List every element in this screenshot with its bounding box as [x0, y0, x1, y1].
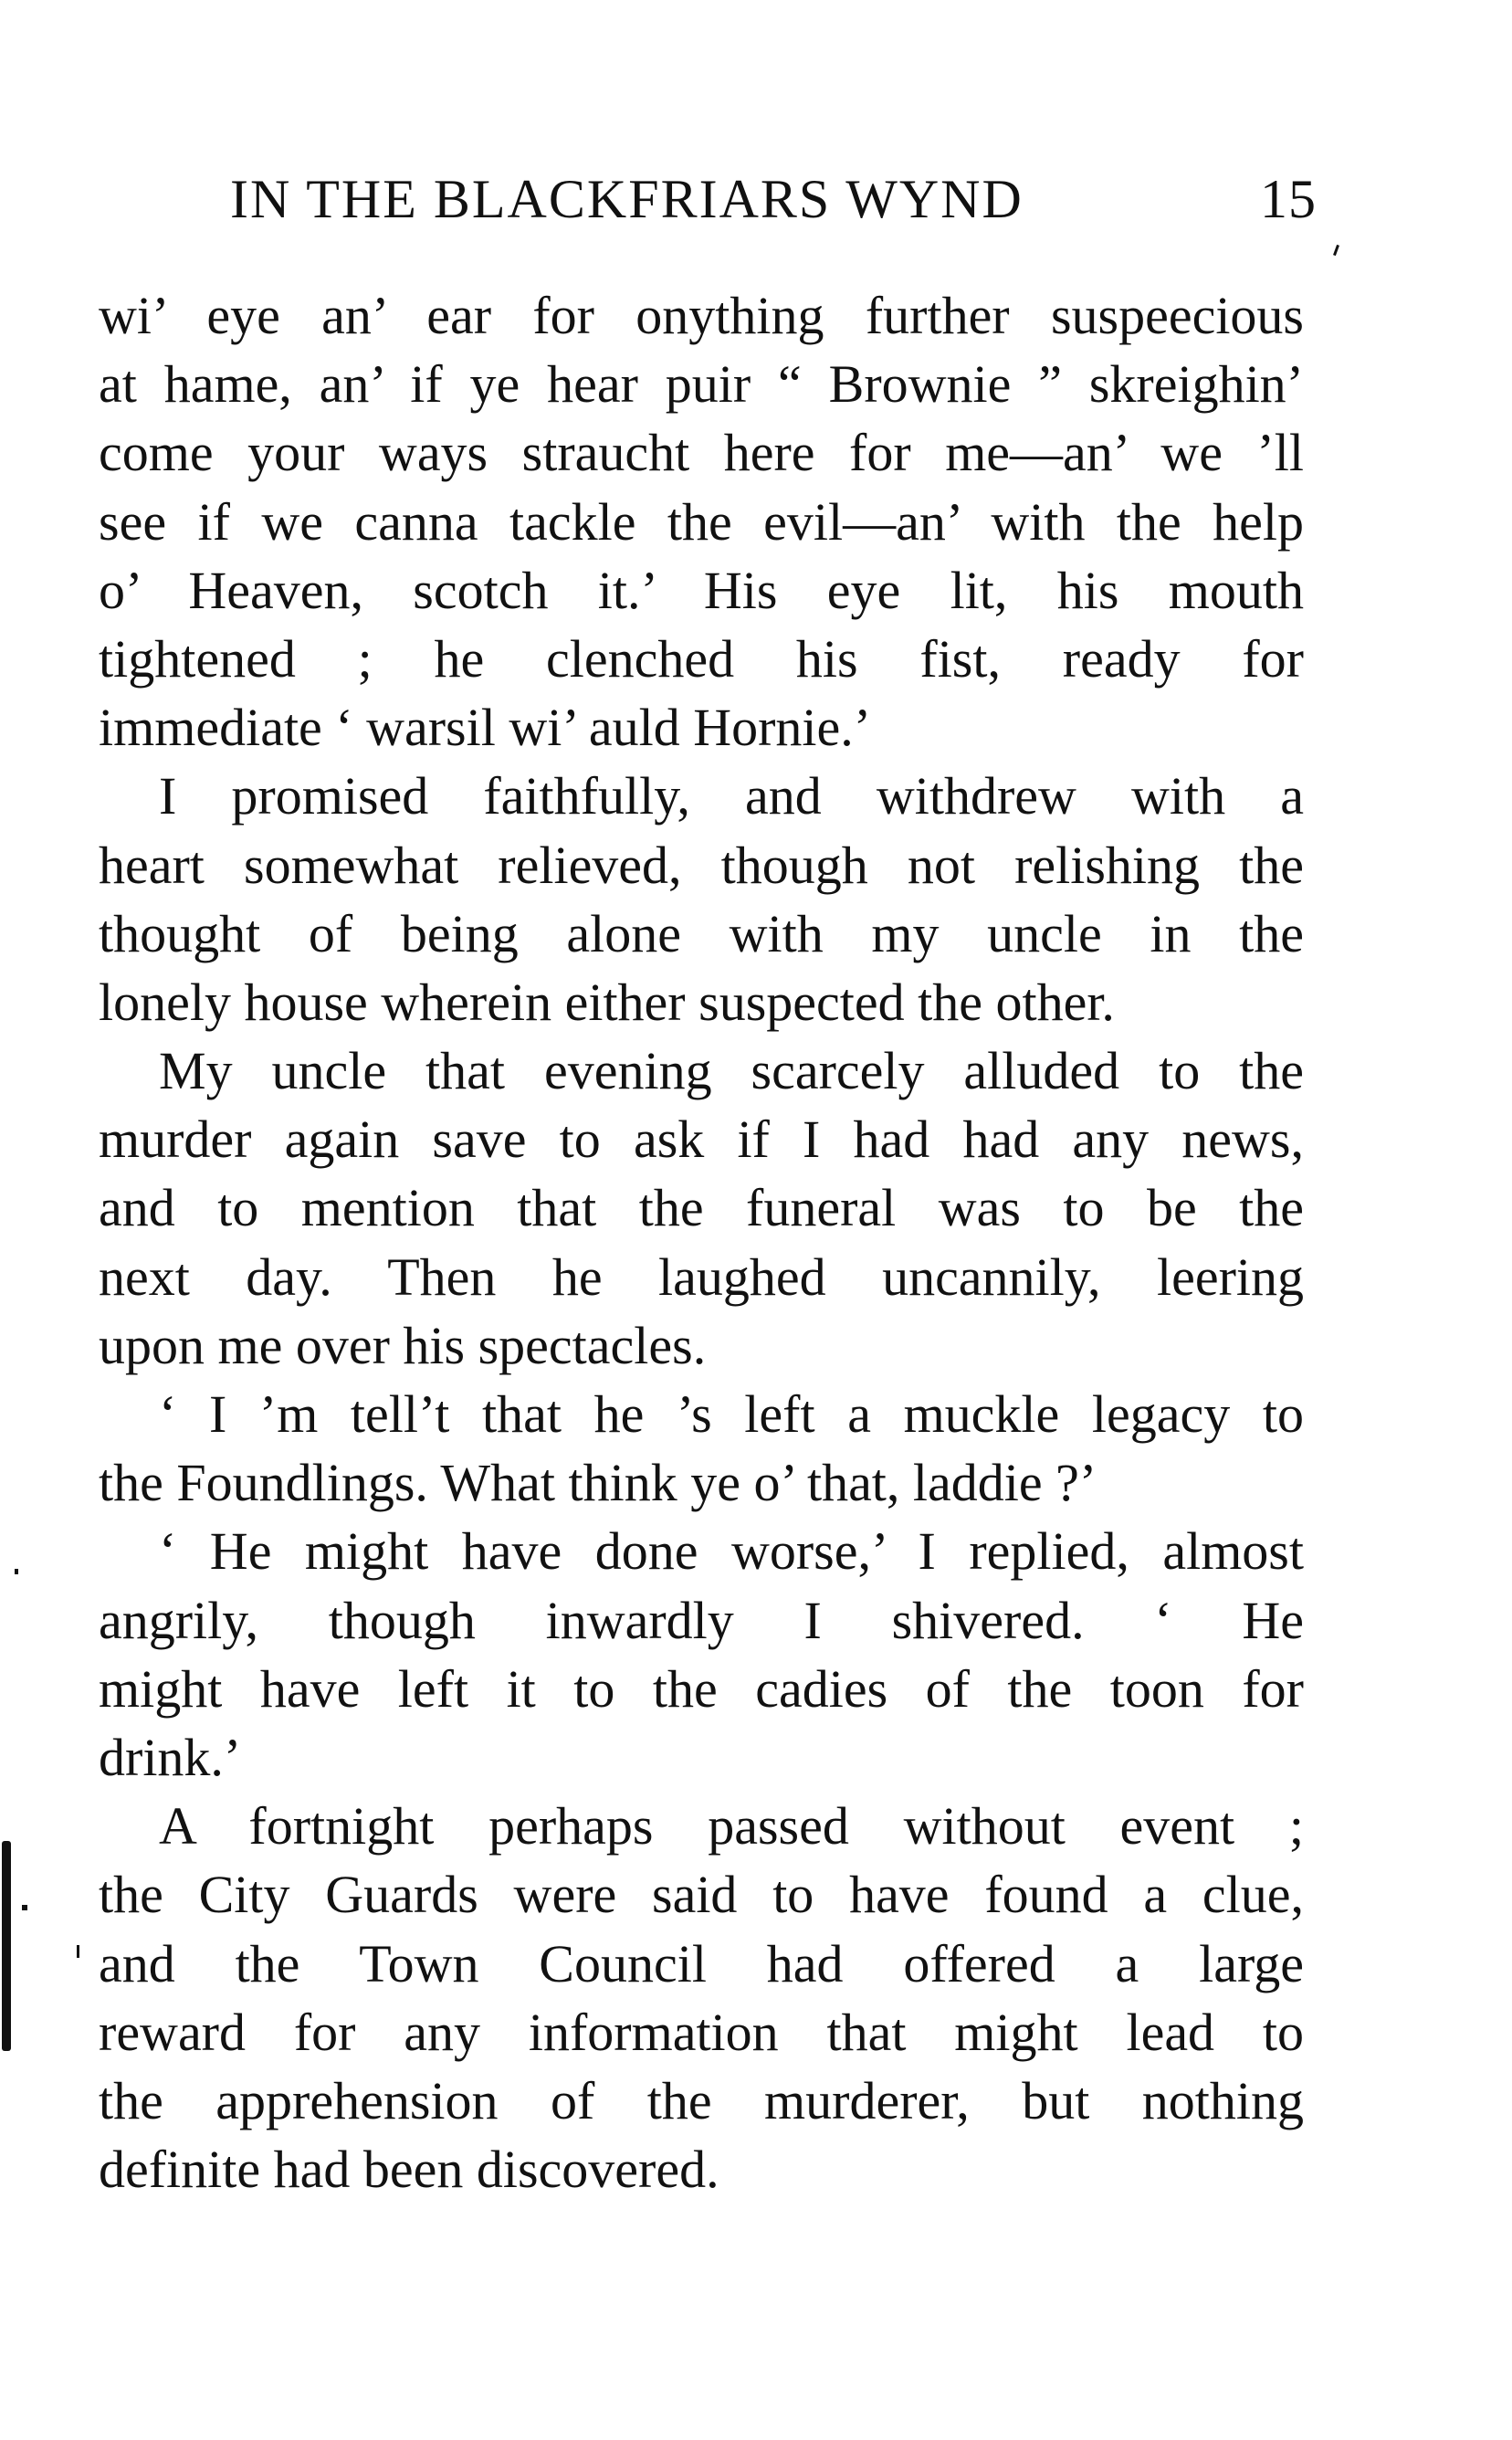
text-line: drink.’ [99, 1727, 242, 1787]
page-number: 15 [1260, 169, 1317, 229]
text-line: come your ways straucht here for me—an’ we ’ll [99, 423, 1304, 483]
paragraph-start-line: My uncle that evening scarcely alluded to the [159, 1041, 1304, 1101]
text-line: the apprehension of the murderer, but nothing [99, 2070, 1304, 2130]
paragraph-start-line: A fortnight perhaps passed without event ; [159, 1796, 1304, 1856]
text-line: next day. Then he laughed uncannily, leering [99, 1246, 1304, 1307]
text-line: tightened ; he clenched his fist, ready for [99, 628, 1304, 689]
text-line: angrily, though inwardly I shivered. ‘ He [99, 1590, 1304, 1650]
text-line: and the Town Council had offered a large [99, 1933, 1304, 1993]
text-line: see if we canna tackle the evil—an’ with the help [99, 491, 1304, 552]
text-line: murder again save to ask if I had had any news, [99, 1110, 1304, 1170]
text-line: might have left it to the cadies of the toon for [99, 1658, 1304, 1719]
text-line: reward for any information that might lead to [99, 2002, 1304, 2062]
scan-edge-mark [2, 1841, 11, 2051]
scan-speck [22, 1905, 27, 1910]
text-line: the Foundlings. What think ye o’ that, laddie ?’ [99, 1453, 1097, 1513]
running-head-title: IN THE BLACKFRIARS WYND [230, 169, 1024, 229]
text-line: wi’ eye an’ ear for onything further suspeecious [99, 286, 1304, 345]
paragraph-start-line: ‘ I ’m tell’t that he ’s left a muckle legacy to [159, 1384, 1304, 1444]
text-line: lonely house wherein either suspected the other. [99, 972, 1115, 1032]
text-line: at hame, an’ if ye hear puir “ Brownie ” skreighin’ [99, 354, 1304, 415]
text-line: and to mention that the funeral was to be the [99, 1178, 1304, 1238]
scan-speck [1333, 245, 1339, 256]
text-line: upon me over his spectacles. [99, 1315, 707, 1375]
running-head [230, 163, 1317, 236]
paragraph-start-line: I promised faithfully, and withdrew with a [159, 766, 1304, 826]
scan-speck [77, 1945, 79, 1958]
text-line: heart somewhat relieved, though not relishing the [99, 835, 1304, 895]
text-line: immediate ‘ warsil wi’ auld Hornie.’ [99, 698, 872, 758]
body-text [99, 281, 1304, 2203]
text-line: thought of being alone with my uncle in the [99, 903, 1304, 963]
text-line: o’ Heaven, scotch it.’ His eye lit, his mouth [99, 560, 1304, 620]
text-line: definite had been discovered. [99, 2140, 719, 2200]
text-line: the City Guards were said to have found a clue, [99, 1865, 1304, 1925]
paragraph-start-line: ‘ He might have done worse,’ I replied, almost [159, 1521, 1304, 1582]
scan-speck [15, 1569, 18, 1574]
